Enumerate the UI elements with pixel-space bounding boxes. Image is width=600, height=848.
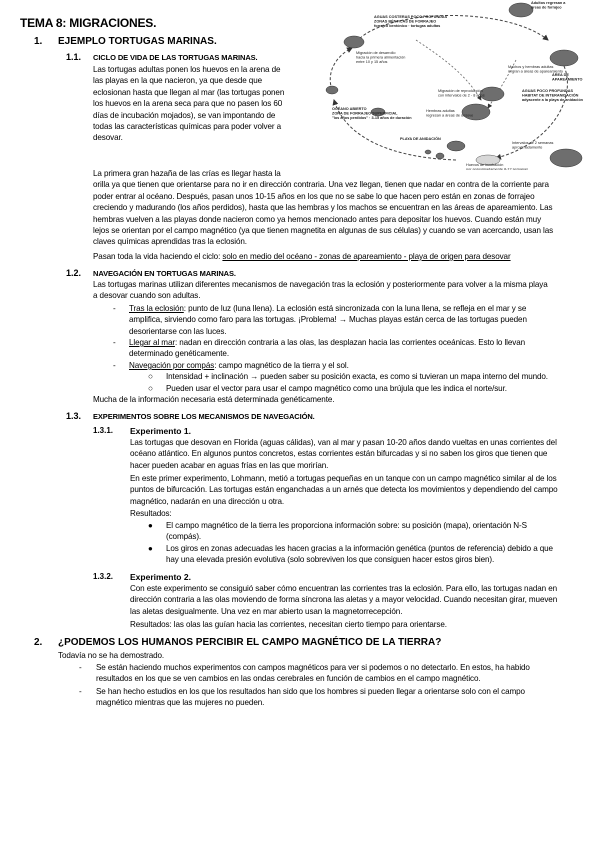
diagram-label-line: hacia la primera alimentación bbox=[356, 55, 406, 60]
turtle-icon bbox=[509, 3, 533, 17]
bullet-llegar-mar: Llegar al mar: nadan en dirección contraria a las olas, las desplazan hacia las corrientes oceánicas. Esto lo llevan determinado genéticamente. bbox=[129, 338, 526, 359]
turtle-icon bbox=[462, 104, 490, 120]
navigation-intro: Las tortugas marinas utilizan diferentes mecanismos de navegación tras la eclosión y posteriormente para volver a la misma playa a desovar cuando son adultas. bbox=[93, 280, 548, 301]
bullet-dash: - bbox=[79, 687, 82, 696]
section-2-bullet-1: Se están haciendo muchos experimentos con campos magnéticos para ver si podemos o no detectarlo. En estos, ha habido resultados en los que se ven cambios en las ondas cerebrales en función de cambios en el campo magnético. bbox=[96, 663, 530, 684]
label-playa: PLAYA DE ANIDACIÓN bbox=[400, 137, 441, 141]
turtle-icon bbox=[447, 141, 465, 151]
bullet-disc: ● bbox=[148, 521, 153, 530]
experiment-1-title: Experimento 1. bbox=[130, 426, 191, 436]
experiment-1-number: 1.3.1. bbox=[93, 426, 114, 435]
subsection-1-2-title: NAVEGACIÓN EN TORTUGAS MARINAS. bbox=[93, 269, 236, 278]
label-migracion: Migración de desarrollo hacia la primera alimentación entre 10 y 15 años bbox=[356, 51, 406, 64]
experiment-1-result-1: El campo magnético de la tierra les proporciona información sobre: su posición (mapa), orientación N-S (compás). bbox=[166, 521, 527, 542]
label-oceano: OCÉANO ABIERTO ZONA DE FORRAJEO SUPERFICIAL "los años perdidos" · 3-15 años de duración bbox=[332, 107, 412, 120]
turtle-icon bbox=[425, 150, 431, 154]
experiment-1-paragraph-2: En este primer experimento, Lohmann, metió a tortugas pequeñas en un tanque con un campo magnético similar al de los puntos de bifurcación. Las tortugas están enganchadas a un arnés que detecta los movimientos y dependiendo del campo magnético, nadarán en una dirección u otra. bbox=[130, 474, 558, 506]
diagram-label-line: aproximadamente bbox=[512, 145, 543, 150]
bullet-dash: - bbox=[113, 304, 116, 313]
diagram-label-line: regresan a áreas de desove bbox=[426, 113, 474, 118]
label-top: Adultos regresan a áreas de forrajeo bbox=[531, 1, 566, 10]
bullet-dash: - bbox=[113, 361, 116, 370]
section-2-number: 2. bbox=[34, 637, 43, 648]
experiment-2-number: 1.3.2. bbox=[93, 572, 114, 581]
bullet-disc: ● bbox=[148, 544, 153, 553]
section-2-bullet-2: Se han hecho estudios en los que los resultados han sido que los hombres si pueden llegar a orientarse solo con el campo magnético mientras que las mujeres no pueden. bbox=[96, 687, 525, 708]
experiment-2-paragraph: Con este experimento se consiguió saber cómo encuentran las corrientes tras la eclosión. Para ello, las tortugas nadan en dirección contraria a las olas moviendo de forma síncrona las aletas y a mayor velocidad. Cuando necesitan girar, mueven las aletas desigualmente. Una vez en mar abierto usan la magnetorrecepción. bbox=[130, 584, 558, 616]
diagram-label-line: HABITAT DE INTERANIDACIÓN bbox=[522, 93, 579, 98]
section-2-title: ¿PODEMOS LOS HUMANOS PERCIBIR EL CAMPO MAGNÉTICO DE LA TIERRA? bbox=[58, 637, 442, 648]
page-title: TEMA 8: MIGRACIONES. bbox=[20, 16, 157, 30]
section-1-title: EJEMPLO TORTUGAS MARINAS. bbox=[58, 36, 217, 47]
section-1-number: 1. bbox=[34, 36, 43, 47]
turtle-icon bbox=[326, 86, 338, 94]
label-huevos: Huevos de incubación por aproximadamente 8-12 semanas bbox=[466, 163, 529, 170]
label-machos: Machos y hembras adultas migran a áreas de apareamiento bbox=[508, 65, 563, 74]
diagram-label-line: entre 10 y 15 años bbox=[356, 59, 388, 64]
label-aguas-costeras: AGUAS COSTERAS POCO PROFUNDAS ZONAS BÉNTICAS DE FORRAJEO forrajeo bentónico · tortugas adultas bbox=[374, 15, 448, 28]
subsection-1-3-title: EXPERIMENTOS SOBRE LOS MECANISMOS DE NAVEGACIÓN. bbox=[93, 412, 315, 421]
lifecycle-paragraph: Las tortugas adultas ponen los huevos en la arena de las playas en la que nacieron, ya que desde que eclosionan hasta que llegan al mar (las tortugas ponen los huevos en la arena seca para que no pasen los 60 días de incubación mojados), se van impontando de todas las características químicas para poder volver a desovar. bbox=[93, 65, 285, 143]
label-intervalos: Intervalos de 2 semanas aproximadamente bbox=[512, 141, 554, 150]
label-hembras: Hembras adultas regresan a áreas de desove bbox=[426, 109, 474, 118]
bullet-dash: - bbox=[79, 663, 82, 672]
turtle-icon bbox=[550, 149, 582, 167]
turtle-icon bbox=[550, 50, 578, 66]
sub-bullet-intensidad: Intensidad + inclinación → pueden saber su posición exacta, es como si tuvieran un mapa interno del mundo. bbox=[166, 372, 548, 381]
label-area: ÁREA DE APAREAMIENTO bbox=[552, 73, 583, 82]
section-2-intro: Todavía no se ha demostrado. bbox=[58, 651, 165, 660]
diagram-label-line: APAREAMIENTO bbox=[552, 77, 583, 82]
diagram-label-line: áreas de forrajeo bbox=[531, 5, 562, 10]
experiment-2-title: Experimento 2. bbox=[130, 572, 191, 582]
subsection-1-1-title: CICLO DE VIDA DE LAS TORTUGAS MARINAS. bbox=[93, 53, 258, 62]
experiment-2-results: Resultados: las olas las guían hacia las corrientes, necesitan cierto tiempo para orientarse. bbox=[130, 620, 447, 629]
experiment-1-result-2: Los giros en zonas adecuadas les hacen gracias a la información genética (puntos de referencia) debido a que hay una elevada presión evolutiva (solo sobreviven los que consiguen hacer estos giros bien). bbox=[166, 544, 553, 565]
diagram-label-line: migran a áreas de apareamiento bbox=[508, 69, 563, 74]
subsection-1-2-number: 1.2. bbox=[66, 268, 82, 278]
bullet-navegacion-compas: Navegación por compás: campo magnético de la tierra y el sol. bbox=[129, 361, 349, 370]
diagram-label-line: ZONA DE FORRAJEO SUPERFICIAL bbox=[332, 111, 398, 116]
subsection-1-3-number: 1.3. bbox=[66, 411, 82, 421]
turtle-icon bbox=[436, 153, 444, 159]
cycle-summary: Pasan toda la vida haciendo el ciclo: solo en medio del océano - zonas de apareamiento - playa de origen para desovar bbox=[93, 252, 511, 261]
bullet-circle: ○ bbox=[148, 384, 153, 393]
subsection-1-1-number: 1.1. bbox=[66, 52, 82, 62]
diagram-label-line: adyacente a la playa de anidación bbox=[522, 97, 583, 102]
turtle-icon bbox=[344, 36, 364, 48]
bullet-circle: ○ bbox=[148, 372, 153, 381]
turtle-lifecycle-diagram bbox=[316, 0, 594, 170]
lifecycle-diagram-svg bbox=[316, 0, 594, 170]
diagram-label-line: forrajeo bentónico · tortugas adultas bbox=[374, 23, 441, 28]
cycle-arrow bbox=[330, 48, 352, 90]
bullet-tras-eclosion: Tras la eclosión: punto de luz (luna llena). La eclosión está sincronizada con la luna llena, se refleja en el mar y se amplifica, sirviendo como faro para las tortugas. ¡Problema! → Muchas playas están cerca de las tortugas pueden desorientarse con las luces. bbox=[129, 304, 527, 336]
hatchling-paragraph: La primera gran hazaña de las crías es llegar hasta la orilla ya que tienen que orientarse para no ir en dirección contraria. Una vez llegan, tienen que nadar en contra de la corriente para poder entrar al océano. Después, pasan unos 10-15 años en los que no se sabe lo que hacen pero están en zonas de forrajeo creciendo y madurando (los años perdidos), hasta que las hembras y los machos se encuentran en las áreas de apareamiento. Las hembras vuelven a las playas donde nacieron como ya hemos mencionado antes para depositar los huevos. Cuando están muy lejos se orientan por el campo magnético (ya que tienen magnetita en algunas de sus células) y cuando se van acercando, usan las claves químicas aprendidas tras la eclosión. bbox=[93, 169, 554, 247]
label-reproduccion: Migración de reproducción con intervalos de 2 - 8 años bbox=[438, 89, 485, 98]
sub-bullet-vector: Pueden usar el vector para usar el campo magnético como una brújula que les indica el norte/sur. bbox=[166, 384, 507, 393]
diagram-label-line: por aproximadamente 8-12 semanas bbox=[466, 167, 529, 170]
diagram-label-line: con intervalos de 2 - 8 años bbox=[438, 93, 485, 98]
bullet-dash: - bbox=[113, 338, 116, 347]
label-aguas-profundas: AGUAS POCO PROFUNDAS HABITAT DE INTERANIDACIÓN adyacente a la playa de anidación bbox=[522, 89, 583, 102]
navigation-outro: Mucha de la información necesaria está determinada genéticamente. bbox=[93, 395, 335, 404]
diagram-label-line: ZONAS BÉNTICAS DE FORRAJEO bbox=[374, 19, 437, 24]
experiment-1-results-label: Resultados: bbox=[130, 509, 172, 518]
diagram-label-line: "los años perdidos" · 3-15 años de duración bbox=[332, 115, 412, 120]
experiment-1-paragraph-1: Las tortugas que desovan en Florida (aguas cálidas), van al mar y pasan 10-20 años dando vueltas en unas corrientes del océano atlántico. En algunos puntos concretos, estas corrientes están bifurcadas y si no saben los giros que tienen que hacer pueden acabar en aguas frías en las que morirían. bbox=[130, 438, 557, 470]
